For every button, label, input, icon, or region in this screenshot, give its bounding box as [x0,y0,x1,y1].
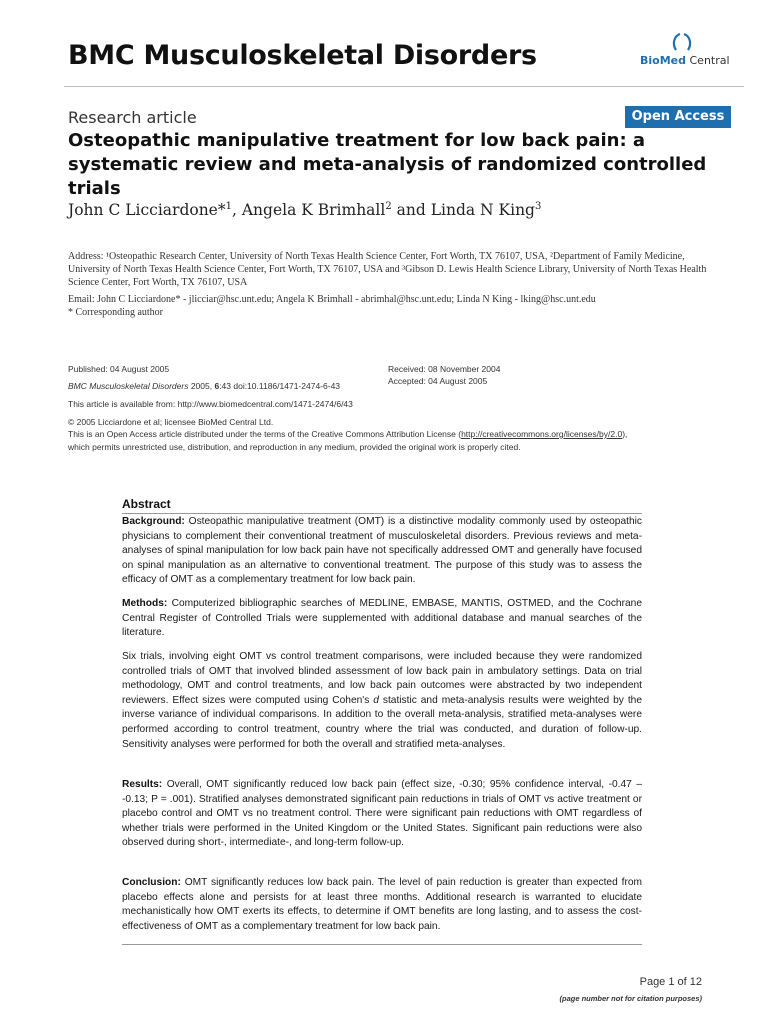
author-1[interactable]: John C Licciardone* [68,201,226,220]
corresponding-author-note: * Corresponding author [68,307,163,318]
author-3-affiliation: 3 [534,201,542,212]
biomed-central-logo[interactable] [640,32,740,72]
citation-doi: :43 doi:10.1186/1471-2474-6-43 [219,381,341,391]
results-text: Overall, OMT significantly reduced low back pain (effect size, -0.30; 95% confidence interval, -0.47 – -0.13; P = .001). Stratified analyses demonstrated significant pain reductions in trials of OMT vs active treatment or placebo control and OMT vs no treatment control. There were significant pain reductions with OMT regardless of whether trials were performed in the United Kingdom or the United States. Significant pain reductions were also observed during short-, intermediate-, and long-term follow-up. [122,779,642,849]
citation-line [68,380,340,392]
abstract-divider [122,513,642,514]
author-2[interactable]: Angela K Brimhall [241,201,386,220]
trials-text-2: statistic and meta-analysis results were weighted by the inverse variance of individual comparisons. In addition to the overall meta-analysis, stratified meta-analyses were performed according to control treatment, country where the trial was conducted, and duration of follow-up. Sensitivity analyses were performed for both the overall and stratified meta-analyses. [122,694,642,750]
logo-text [640,54,730,67]
results-label: Results: [122,779,163,790]
author-3[interactable]: Linda N King [430,201,535,220]
abstract-methods [122,597,642,641]
article-title: Osteopathic manipulative treatment for low back pain: a systematic review and meta-analysis of randomized controlled trials [68,130,707,199]
citation-note: (page number not for citation purposes) [559,994,702,1003]
abstract-conclusion [122,876,642,934]
trials-text-1: Six trials, involving eight OMT vs control treatment comparisons, were included because they were randomized controlled trials of OMT that involved blinded assessment of low back pain in ambulatory settings. Data on trial methodology, OMT and control treatments, and low back pain outcomes were abstracted by two independent reviewers. Effect sizes were computed using Cohen's [122,651,642,706]
header-divider [64,86,744,87]
license-link[interactable]: http://creativecommons.org/licenses/by/2.0 [461,429,623,439]
background-text: Osteopathic manipulative treatment (OMT) is a distinctive modality commonly used by osteopathic physicians to complement their conventional treatment of musculoskeletal disorders. Previous reviews and meta-analyses of spinal manipulation for low back pain have not specifically addressed OMT and generally have focused on spinal manipulation as an alternative to conventional treatment. The purpose of this study was to assess the efficacy of OMT as a complementary treatment for low back pain. [122,516,642,586]
logo-arc-icon [670,32,694,52]
abstract-bottom-divider [122,944,642,945]
author-2-affiliation: 2 [385,201,392,212]
article-type: Research article [68,108,197,127]
article-url[interactable]: This article is available from: http://www.biomedcentral.com/1471-2474/6/43 [68,399,353,409]
logo-biomed: BioMed [640,54,686,67]
abstract-results [122,778,642,851]
background-label: Background: [122,516,185,527]
citation-year: 2005, [188,381,215,391]
journal-title: BMC Musculoskeletal Disorders [68,40,537,71]
trials-d-symbol: d [373,694,379,706]
abstract-background [122,515,642,588]
open-access-badge: Open Access [625,106,731,128]
conclusion-text: OMT significantly reduces low back pain. The level of pain reduction is greater than expected from placebo effects alone and persists for at least three months. Additional research is warranted to elucidate mechanistically how OMT exerts its effects, to determine if OMT benefits are long lasting, and to assess the cost-effectiveness of OMT as a complementary treatment for low back pain. [122,877,642,932]
methods-text: Computerized bibliographic searches of MEDLINE, EMBASE, MANTIS, OSTMED, and the Cochrane Central Register of Controlled Trials were supplemented with additional database and manual searches of the literature. [122,598,642,639]
received-date: Received: 08 November 2004 [388,364,501,374]
author-emails[interactable]: Email: John C Licciardone* - jlicciar@hsc.unt.edu; Angela K Brimhall - abrimhal@hsc.unt.edu; Linda N King - lking@hsc.unt.edu [68,294,596,305]
published-date: Published: 04 August 2005 [68,364,170,374]
page-number: Page 1 of 12 [639,976,702,988]
author-separator: , [231,201,242,220]
citation-journal: BMC Musculoskeletal Disorders [68,381,189,391]
license-text: This is an Open Access article distributed under the terms of the Creative Commons Attribution License ( [68,429,462,439]
copyright-notice: © 2005 Licciardone et al; licensee BioMed Central Ltd. [68,417,274,427]
citation-volume: 6 [214,381,220,391]
accepted-date: Accepted: 04 August 2005 [388,376,488,386]
methods-label: Methods: [122,598,168,609]
license-text-end: ), [622,429,628,439]
author-address: Address: ¹Osteopathic Research Center, University of North Texas Health Science Center, Fort Worth, TX 76107, USA, ²Department of Family Medicine, University of North Texas Health Science Center, Fort Worth, TX 76107, USA and ³Gibson D. Lewis Health Science Library, University of North Texas Health Science Center, Fort Worth, TX 76107, USA [68,251,707,288]
author-1-affiliation: 1 [225,201,232,212]
license-statement [68,428,708,440]
license-permits: which permits unrestricted use, distribution, and reproduction in any medium, provided the original work is properly cited. [68,442,521,452]
abstract-methods-trials [122,650,642,752]
conclusion-label: Conclusion: [122,877,181,888]
author-separator: and [391,201,431,220]
author-list [68,201,541,219]
logo-central: Central [689,54,730,67]
abstract-heading: Abstract [122,497,171,511]
